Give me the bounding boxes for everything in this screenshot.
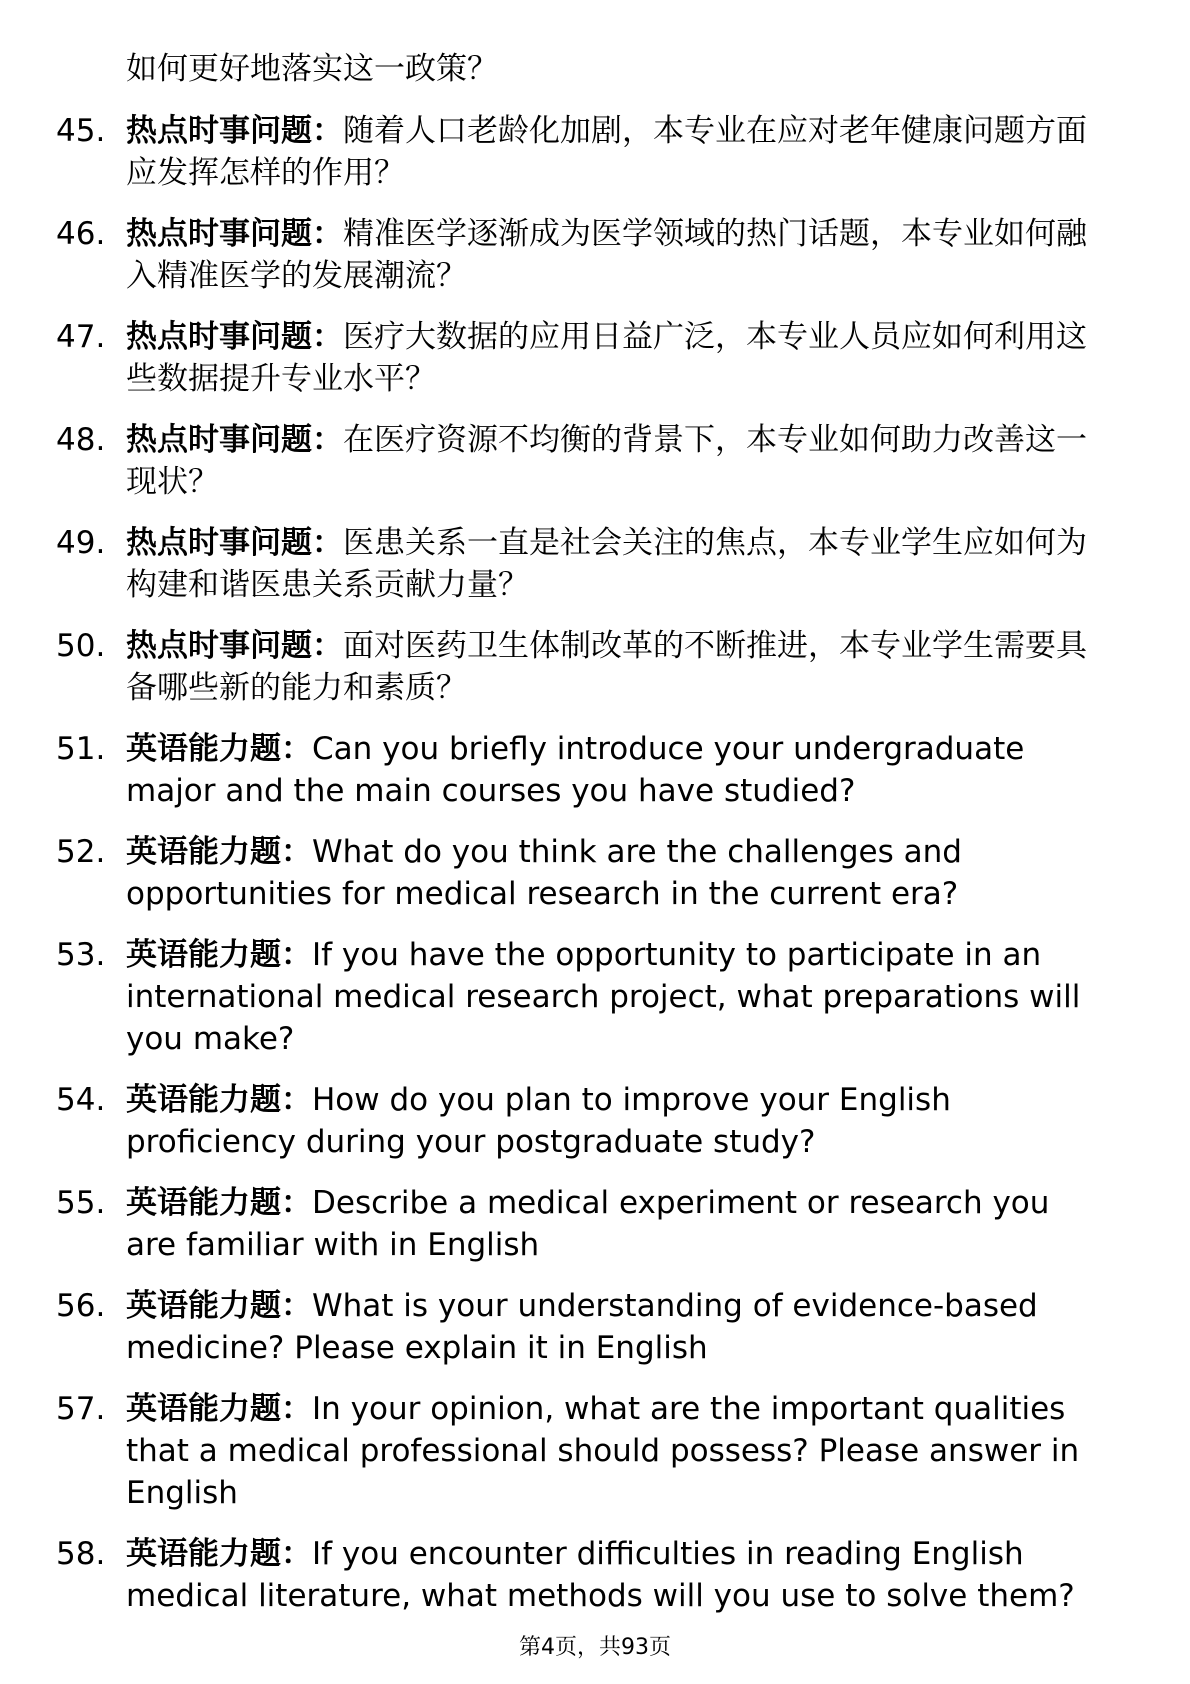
question-number: 56. [56, 1288, 106, 1324]
question-text: 医疗大数据的应用日益广泛，本专业人员应如何利用这些数据提升专业水平？ [126, 319, 1087, 397]
question-number: 50. [56, 628, 106, 664]
question-number: 46. [56, 216, 106, 252]
question-item [56, 419, 1106, 503]
question-category: 英语能力题： [126, 1536, 312, 1572]
question-item [56, 934, 1106, 1060]
question-number: 45. [56, 113, 106, 149]
question-text: 随着人口老龄化加剧，本专业在应对老年健康问题方面应发挥怎样的作用？ [126, 113, 1087, 191]
question-number: 47. [56, 319, 106, 355]
question-category: 英语能力题： [126, 731, 312, 767]
question-category: 热点时事问题： [126, 628, 343, 664]
page-number-footer: 第4页，共93页 [519, 1635, 671, 1660]
question-category: 英语能力题： [126, 937, 312, 973]
question-item [56, 316, 1106, 400]
question-text: 医患关系一直是社会关注的焦点，本专业学生应如何为构建和谐医患关系贡献力量？ [126, 525, 1087, 603]
question-number: 52. [56, 834, 106, 870]
question-number: 54. [56, 1082, 106, 1118]
question-item [56, 1285, 1106, 1369]
question-number: 53. [56, 937, 106, 973]
question-item [56, 1079, 1106, 1163]
question-item [56, 522, 1106, 606]
question-text: If you have the opportunity to participate in an international medical research project, what preparations will you make? [126, 937, 1081, 1057]
question-text: Describe a medical experiment or research you are familiar with in English [126, 1185, 1050, 1263]
question-text: What do you think are the challenges and opportunities for medical research in the current era? [126, 834, 962, 912]
question-item [56, 831, 1106, 915]
question-category: 英语能力题： [126, 834, 312, 870]
question-item [56, 110, 1106, 194]
question-item [56, 625, 1106, 709]
question-category: 热点时事问题： [126, 319, 343, 355]
question-text: Can you briefly introduce your undergraduate major and the main courses you have studied? [126, 731, 1025, 809]
question-category: 英语能力题： [126, 1391, 312, 1427]
question-category: 热点时事问题： [126, 113, 343, 149]
question-number: 48. [56, 422, 106, 458]
question-category: 热点时事问题： [126, 422, 343, 458]
question-category: 英语能力题： [126, 1082, 312, 1118]
question-item [56, 728, 1106, 812]
question-number: 55. [56, 1185, 106, 1221]
question-number: 49. [56, 525, 106, 561]
question-text: 面对医药卫生体制改革的不断推进，本专业学生需要具备哪些新的能力和素质？ [126, 628, 1087, 706]
question-list [56, 110, 1106, 1636]
question-number: 58. [56, 1536, 106, 1572]
question-category: 热点时事问题： [126, 216, 343, 252]
question-item [56, 1388, 1106, 1514]
question-text: 在医疗资源不均衡的背景下，本专业如何助力改善这一现状？ [126, 422, 1087, 500]
question-category: 英语能力题： [126, 1288, 312, 1324]
question-text: How do you plan to improve your English proficiency during your postgraduate study? [126, 1082, 951, 1160]
question-category: 英语能力题： [126, 1185, 312, 1221]
continued-question-text: 如何更好地落实这一政策？ [126, 51, 498, 87]
question-number: 57. [56, 1391, 106, 1427]
question-text: What is your understanding of evidence-based medicine? Please explain it in English [126, 1288, 1038, 1366]
question-item [56, 213, 1106, 297]
question-text: If you encounter difficulties in reading English medical literature, what methods will you use to solve them? [126, 1536, 1075, 1614]
question-text: In your opinion, what are the important qualities that a medical professional should possess? Please answer in English [126, 1391, 1080, 1511]
question-number: 51. [56, 731, 106, 767]
question-item [56, 1533, 1106, 1617]
question-text: 精准医学逐渐成为医学领域的热门话题，本专业如何融入精准医学的发展潮流？ [126, 216, 1087, 294]
question-item [56, 1182, 1106, 1266]
question-category: 热点时事问题： [126, 525, 343, 561]
